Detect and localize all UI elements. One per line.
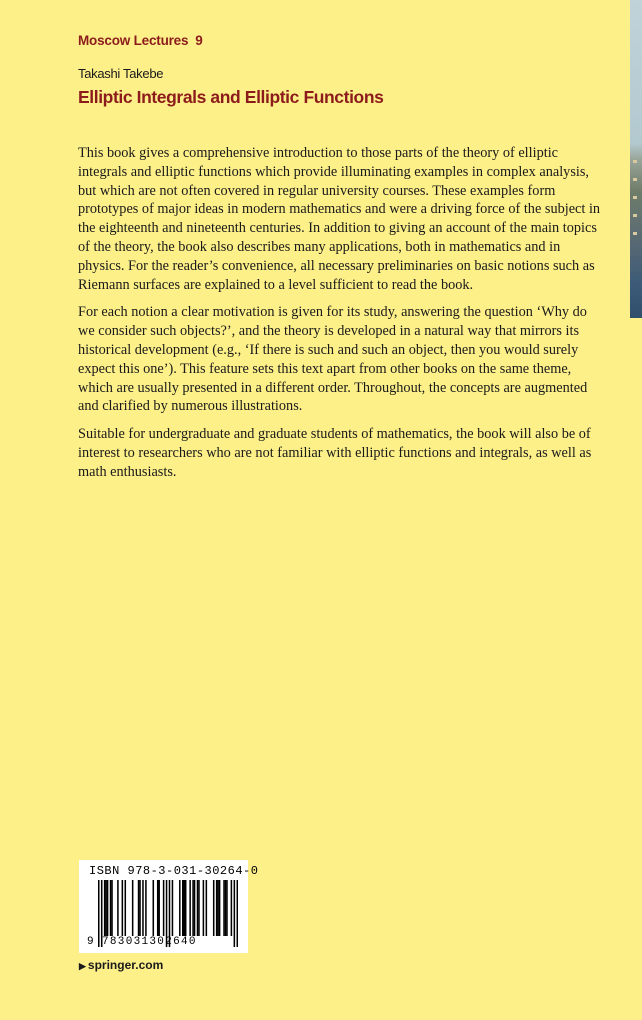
barcode-bar [139, 880, 141, 936]
barcode-digits: 783031302640 [102, 936, 197, 948]
barcode-bar [189, 880, 191, 936]
barcode-bar [223, 880, 225, 936]
website-label: springer.com [87, 958, 164, 972]
isbn-barcode [79, 860, 259, 953]
barcode-bar [179, 880, 181, 936]
description-paragraph: For each notion a clear motivation is given for its study, answering the question ‘Why do we consider such objects?’, and the theory is developed in a natural way that mirrors its historical development (e.g., ‘If there is such and such an object, then you would surely expect this one’). This feature sets this text apart from other books on the same theme, which are usually presented in a different order. Throughout, the concepts are augmented and clarified by numerous illustrations. [78, 304, 588, 415]
publisher-website[interactable] [79, 958, 163, 972]
barcode-bar [197, 880, 199, 936]
barcode-bar [217, 880, 219, 936]
barcode-bar [213, 880, 215, 936]
barcode-bar [182, 880, 184, 936]
book-title: Elliptic Integrals and Elliptic Functions [78, 87, 384, 107]
series-number: 9 [195, 33, 203, 48]
isbn-label: ISBN 978-3-031-30264-0 [89, 864, 259, 878]
barcode-bar [132, 880, 134, 936]
barcode-bar [226, 880, 228, 936]
barcode-bar [105, 880, 107, 936]
barcode-bar [145, 880, 147, 936]
barcode-bar [219, 880, 221, 936]
barcode-bar [237, 880, 238, 947]
series-line [78, 33, 203, 48]
barcode-bar [203, 880, 205, 936]
barcode-bar [234, 880, 236, 947]
barcode-bar [110, 880, 112, 936]
author-name: Takashi Takebe [78, 66, 164, 81]
series-name: Moscow Lectures [78, 33, 189, 48]
barcode-bar [231, 880, 233, 936]
barcode-bar [172, 880, 174, 936]
description-paragraph: Suitable for undergraduate and graduate students of mathematics, the book will also be of interest to researchers who are not familiar with elliptic functions and integrals, as well as math enthusiasts. [78, 426, 592, 480]
barcode-bar [158, 880, 160, 936]
barcode-bar [192, 880, 194, 936]
spine-edge-image [630, 0, 642, 318]
barcode-bar [98, 880, 100, 947]
book-description [78, 144, 602, 491]
barcode-bar [104, 880, 106, 936]
barcode-bar [122, 880, 124, 936]
barcode-bar [138, 880, 140, 936]
barcode-first-digit: 9 [87, 936, 94, 948]
barcode-bar [125, 880, 127, 936]
barcode-bar [117, 880, 119, 936]
barcode-bar [194, 880, 196, 936]
barcode-bar [185, 880, 187, 936]
barcode-bar [206, 880, 208, 936]
barcode-bar [111, 880, 113, 936]
triangle-right-icon: ▶ [79, 961, 86, 971]
barcode-bar [216, 880, 218, 936]
barcode-bar [107, 880, 109, 936]
barcode-bar [142, 880, 144, 936]
barcode-bar [163, 880, 165, 936]
description-paragraph: This book gives a comprehensive introduction to those parts of the theory of elliptic integrals and elliptic functions which provide illuminating examples in complex analysis, but which are not often covered in regular university courses. These examples form prototypes of major ideas in modern mathematics and were a driving force of the subject in the eighteenth and nineteenth centuries. In addition to giving an account of the main topics of the theory, the book also describes many applications, both in mathematics and in physics. For the reader’s convenience, all necessary preliminaries on basic notions such as Riemann surfaces are explained to a level sufficient to read the book. [78, 145, 601, 293]
barcode-bar [157, 880, 159, 936]
barcode-bar [225, 880, 227, 936]
barcode-bar [183, 880, 185, 936]
barcode-bar [153, 880, 155, 936]
barcode-bar [198, 880, 200, 936]
